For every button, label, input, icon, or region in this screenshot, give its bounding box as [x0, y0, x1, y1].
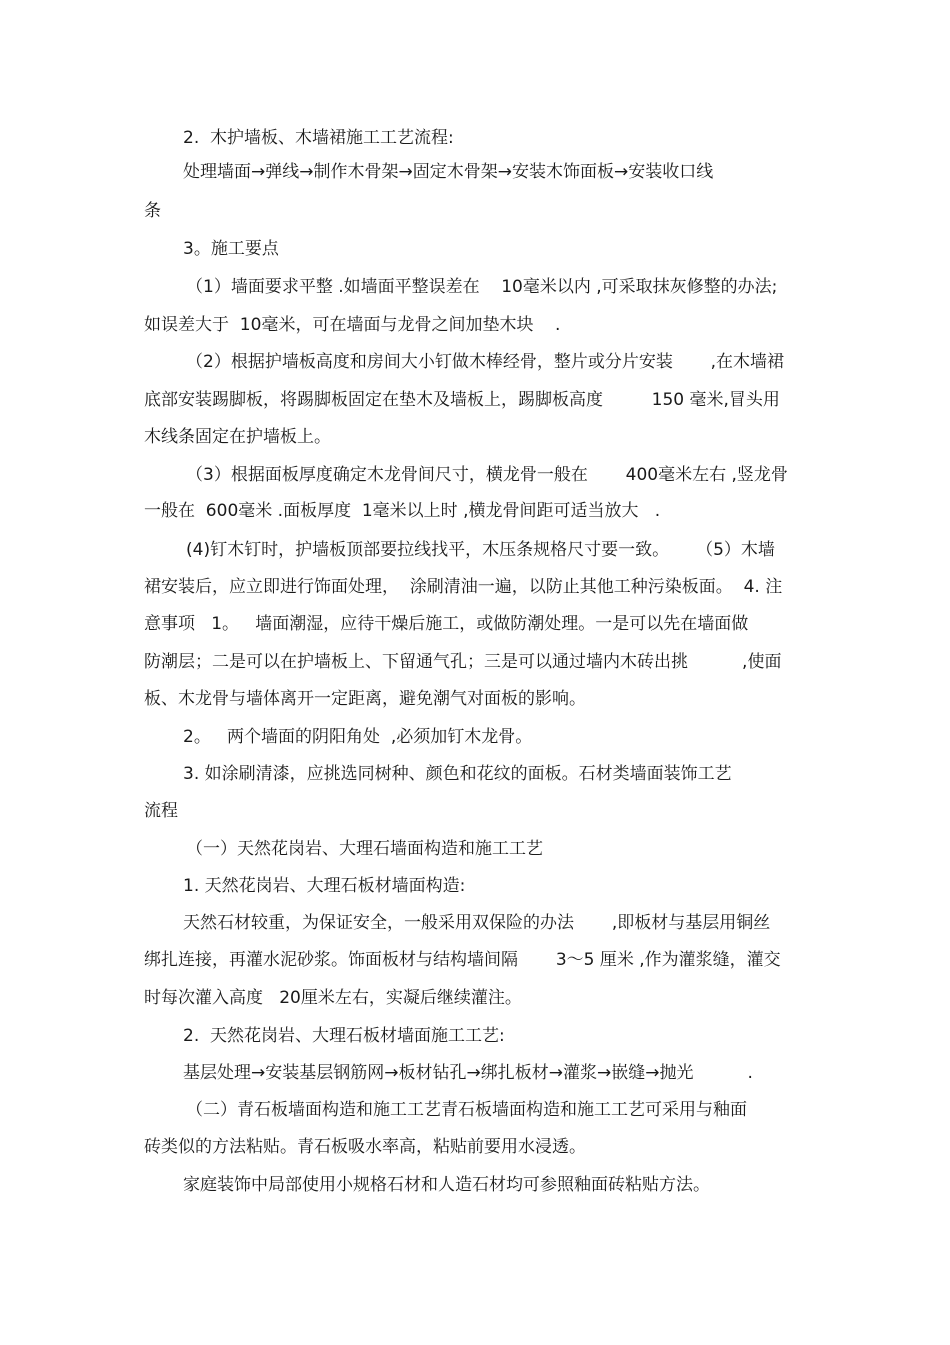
paragraph-line: 2。 两个墙面的阴阳角处 ,必须加钉木龙骨。 — [183, 727, 533, 747]
paragraph-line: （3）根据面板厚度确定木龙骨间尺寸，横龙骨一般在 400毫米左右 ,竖龙骨 — [186, 465, 788, 485]
paragraph-line: 3. 如涂刷清漆，应挑选同树种、颜色和花纹的面板。石材类墙面装饰工艺 — [183, 764, 732, 784]
section-heading: 1. 天然花岗岩、大理石板材墙面构造: — [183, 876, 466, 896]
paragraph-line: （二）青石板墙面构造和施工工艺青石板墙面构造和施工工艺可采用与釉面 — [186, 1100, 747, 1120]
process-flow-line: 条 — [144, 201, 161, 221]
process-flow-line: 处理墙面→弹线→制作木骨架→固定木骨架→安装木饰面板→安装收口线 — [183, 162, 714, 182]
paragraph-line: 如误差大于 10毫米，可在墙面与龙骨之间加垫木块 . — [144, 315, 561, 335]
paragraph-line: 一般在 600毫米 .面板厚度 1毫米以上时 ,横龙骨间距可适当放大 . — [144, 501, 661, 521]
paragraph-line: （2）根据护墙板高度和房间大小钉做木棒经骨，整片或分片安装 ,在木墙裙 — [186, 352, 785, 372]
paragraph-line: 绑扎连接，再灌水泥砂浆。饰面板材与结构墙间隔 3～5 厘米 ,作为灌浆缝，灌交 — [144, 950, 781, 970]
section-heading: 2. 天然花岗岩、大理石板材墙面施工工艺: — [183, 1026, 505, 1046]
paragraph-line: 流程 — [144, 801, 178, 821]
paragraph-line: 意事项 1。 墙面潮湿，应待干燥后施工，或做防潮处理。一是可以先在墙面做 — [144, 614, 749, 634]
section-heading: 3。施工要点 — [183, 239, 279, 259]
section-heading: 2. 木护墙板、木墙裙施工工艺流程: — [183, 128, 454, 148]
paragraph-line: 家庭装饰中局部使用小规格石材和人造石材均可参照釉面砖粘贴方法。 — [183, 1175, 710, 1195]
paragraph-line: 裙安装后，应立即进行饰面处理， 涂刷清油一遍，以防止其他工种污染板面。 4. 注 — [144, 577, 783, 597]
paragraph-line: 防潮层；二是可以在护墙板上、下留通气孔；三是可以通过墙内木砖出挑 ,使面 — [144, 652, 782, 672]
paragraph-line: （1）墙面要求平整 .如墙面平整误差在 10毫米以内 ,可采取抹灰修整的办法; — [186, 277, 778, 297]
paragraph-line: 天然石材较重，为保证安全，一般采用双保险的办法 ,即板材与基层用铜丝 — [183, 913, 771, 933]
paragraph-line: (4)钉木钉时，护墙板顶部要拉线找平，木压条规格尺寸要一致。 （5）木墙 — [186, 540, 775, 560]
paragraph-line: 板、木龙骨与墙体离开一定距离，避免潮气对面板的影响。 — [144, 689, 586, 709]
paragraph-line: 砖类似的方法粘贴。青石板吸水率高，粘贴前要用水浸透。 — [144, 1137, 586, 1157]
paragraph-line: 时每次灌入高度 20厘米左右，实凝后继续灌注。 — [144, 988, 522, 1008]
paragraph-line: 木线条固定在护墙板上。 — [144, 427, 331, 447]
paragraph-line: 底部安装踢脚板，将踢脚板固定在垫木及墙板上，踢脚板高度 150 毫米,冒头用 — [144, 390, 780, 410]
process-flow-line: 基层处理→安装基层钢筋网→板材钻孔→绑扎板材→灌浆→嵌缝→抛光 . — [183, 1063, 753, 1083]
section-heading: （一）天然花岗岩、大理石墙面构造和施工工艺 — [186, 839, 543, 859]
